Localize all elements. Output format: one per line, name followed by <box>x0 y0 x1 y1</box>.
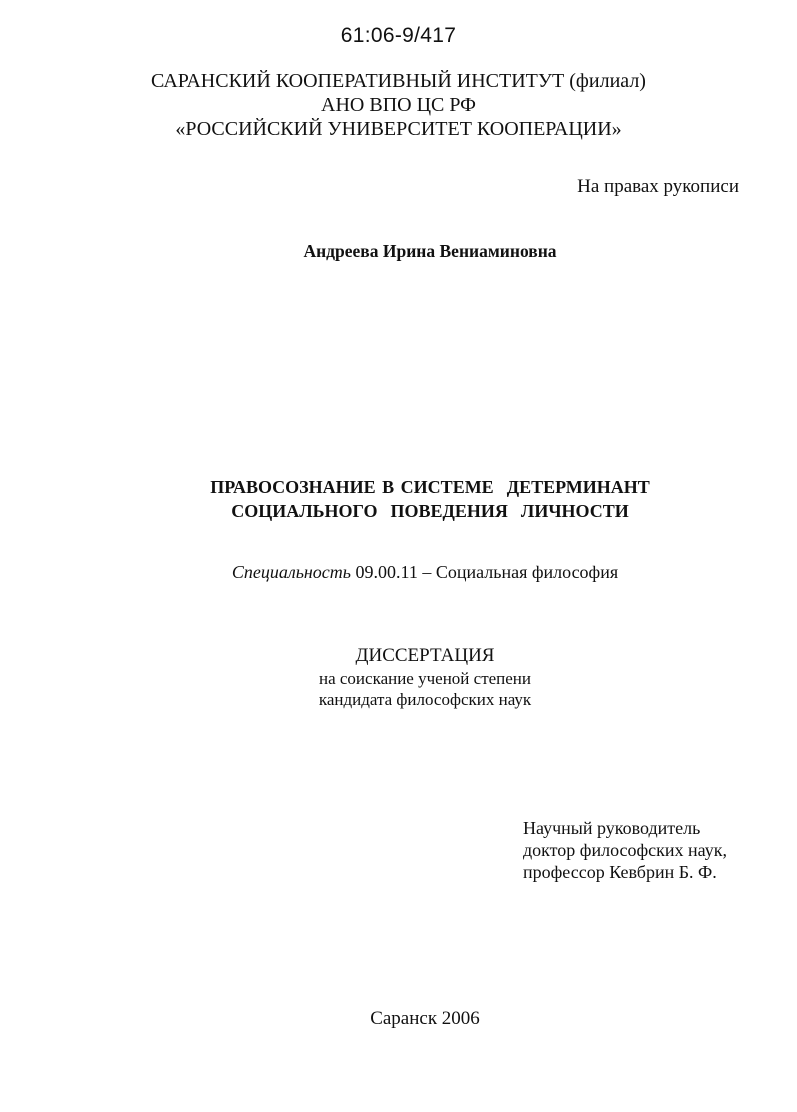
degree-description <box>200 668 650 710</box>
manuscript-rights-note: На правах рукописи <box>577 176 739 197</box>
advisor-line-1: Научный руководитель <box>523 818 701 838</box>
specialty-label: Специальность <box>231 562 351 582</box>
institution-line-1: САРАНСКИЙ КООПЕРАТИВНЫЙ ИНСТИТУТ (филиал) <box>151 70 646 92</box>
advisor-line-2: доктор философских наук, <box>523 840 727 860</box>
title-line-1: ПРАВОСОЗНАНИЕ В СИСТЕМЕ ДЕТЕРМИНАНТ <box>210 477 650 497</box>
dissertation-title <box>150 475 710 523</box>
author-name: Андреева Ирина Вениаминовна <box>303 241 557 261</box>
title-line-2: СОЦИАЛЬНОГО ПОВЕДЕНИЯ ЛИЧНОСТИ <box>231 501 629 521</box>
specialty-line <box>150 562 700 583</box>
degree-line-1: на соискание ученой степени <box>318 669 532 688</box>
dissertation-heading: ДИССЕРТАЦИЯ <box>355 645 495 666</box>
specialty-code-name: 09.00.11 – Социальная философия <box>351 562 619 582</box>
institution-line-3: «РОССИЙСКИЙ УНИВЕРСИТЕТ КООПЕРАЦИИ» <box>175 118 622 140</box>
city-year: Саранск 2006 <box>370 1008 480 1029</box>
scientific-advisor-block <box>523 817 727 883</box>
institution-line-2: АНО ВПО ЦС РФ <box>321 94 476 116</box>
advisor-line-3: профессор Кевбрин Б. Ф. <box>523 862 717 882</box>
catalog-number: 61:06-9/417 <box>340 24 457 47</box>
degree-line-2: кандидата философских наук <box>318 690 532 709</box>
institution-block <box>0 69 797 141</box>
